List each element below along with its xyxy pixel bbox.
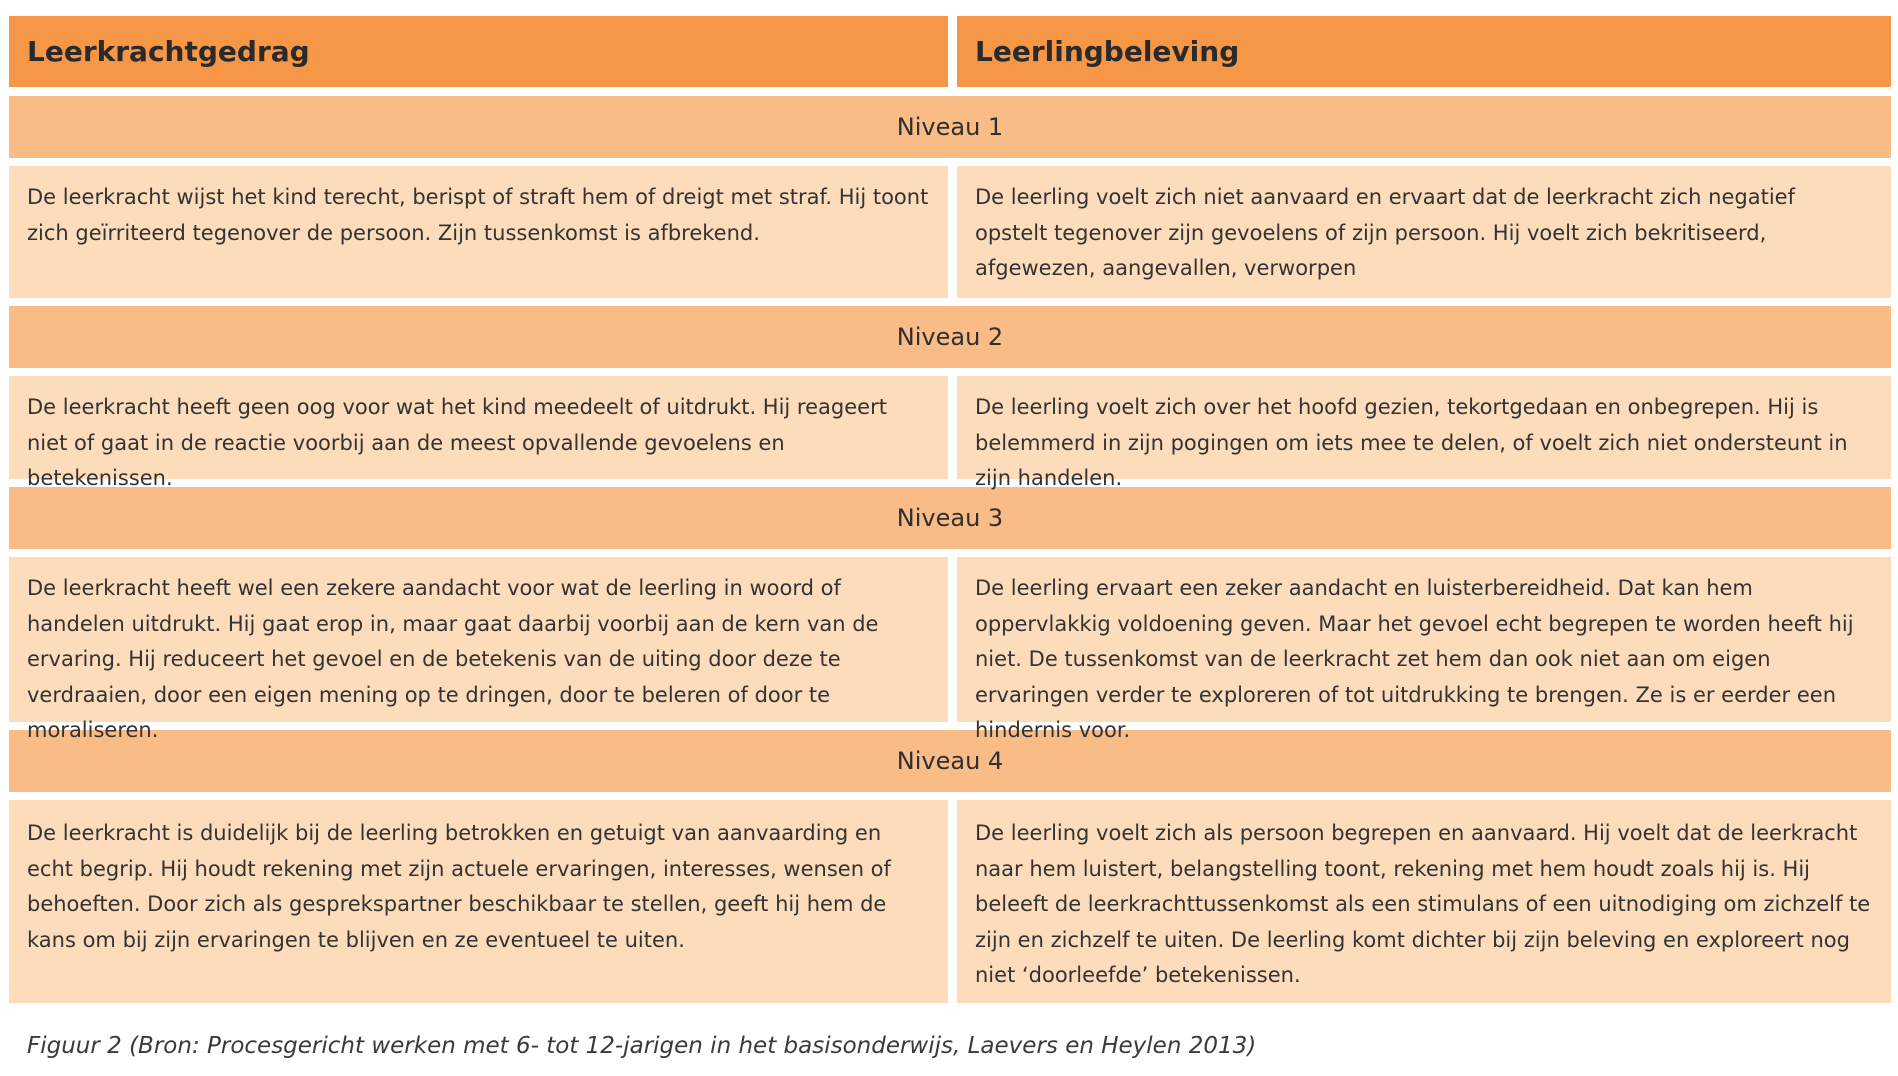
table-header-row bbox=[9, 16, 1891, 87]
level-3-student-cell: De leerling ervaart een zeker aandacht en luisterbereidheid. Dat kan hem oppervlakkig voldoening geven. Maar het gevoel echt begrepen te worden heeft hij niet. De tussenkomst van de leerkracht zet hem dan ook niet aan om eigen ervaringen verder te exploreren of tot uitdrukking te brengen. Ze is er eerder een hindernis voor. bbox=[957, 557, 1891, 722]
level-3-row bbox=[9, 557, 1891, 742]
level-1-row bbox=[9, 166, 1891, 298]
level-2-student-cell: De leerling voelt zich over het hoofd gezien, tekortgedaan en onbegrepen. Hij is belemmerd in zijn pogingen om iets mee te delen, of voelt zich niet ondersteunt in zijn handelen. bbox=[957, 376, 1891, 479]
level-2-teacher-cell: De leerkracht heeft geen oog voor wat het kind meedeelt of uitdrukt. Hij reageert niet of gaat in de reactie voorbij aan de meest opvallende gevoelens en betekenissen. bbox=[9, 376, 948, 479]
header-leerkrachtgedrag: Leerkrachtgedrag bbox=[9, 16, 948, 87]
level-3-teacher-cell: De leerkracht heeft wel een zekere aandacht voor wat de leerling in woord of handelen uitdrukt. Hij gaat erop in, maar gaat daarbij voorbij aan de kern van de ervaring. Hij reduceert het gevoel en de betekenis van de uiting door deze te verdraaien, door een eigen mening op te dringen, door te beleren of door te moraliseren. bbox=[9, 557, 948, 722]
header-leerlingbeleving: Leerlingbeleving bbox=[957, 16, 1891, 87]
level-1-student-cell: De leerling voelt zich niet aanvaard en ervaart dat de leerkracht zich negatief opstelt tegenover zijn gevoelens of zijn persoon. Hij voelt zich bekritiseerd, afgewezen, aangevallen, verworpen bbox=[957, 166, 1891, 298]
level-4-teacher-cell: De leerkracht is duidelijk bij de leerling betrokken en getuigt van aanvaarding en echt begrip. Hij houdt rekening met zijn actuele ervaringen, interesses, wensen of behoeften. Door zich als gesprekspartner beschikbaar te stellen, geeft hij hem de kans om bij zijn ervaringen te blijven en ze eventueel te uiten. bbox=[9, 800, 948, 1003]
level-2-row bbox=[9, 376, 1891, 490]
level-4-row bbox=[9, 800, 1891, 1003]
comparison-table bbox=[9, 16, 1891, 1011]
level-2-heading: Niveau 2 bbox=[9, 306, 1891, 368]
level-1-teacher-cell: De leerkracht wijst het kind terecht, berispt of straft hem of dreigt met straf. Hij toont zich geïrriteerd tegenover de persoon. Zijn tussenkomst is afbrekend. bbox=[9, 166, 948, 298]
level-3-heading: Niveau 3 bbox=[9, 487, 1891, 549]
level-1-heading: Niveau 1 bbox=[9, 96, 1891, 158]
level-4-student-cell: De leerling voelt zich als persoon begrepen en aanvaard. Hij voelt dat de leerkracht naar hem luistert, belangstelling toont, rekening met hem houdt zoals hij is. Hij beleeft de leerkrachttussenkomst als een stimulans of een uitnodiging om zichzelf te zijn en zichzelf te uiten. De leerling komt dichter bij zijn beleving en exploreert nog niet ‘doorleefde’ betekenissen. bbox=[957, 800, 1891, 1003]
level-4-heading: Niveau 4 bbox=[9, 730, 1891, 792]
figure-caption: Figuur 2 (Bron: Procesgericht werken met 6- tot 12-jarigen in het basisonderwijs, Laevers en Heylen 2013) bbox=[27, 1033, 1257, 1059]
